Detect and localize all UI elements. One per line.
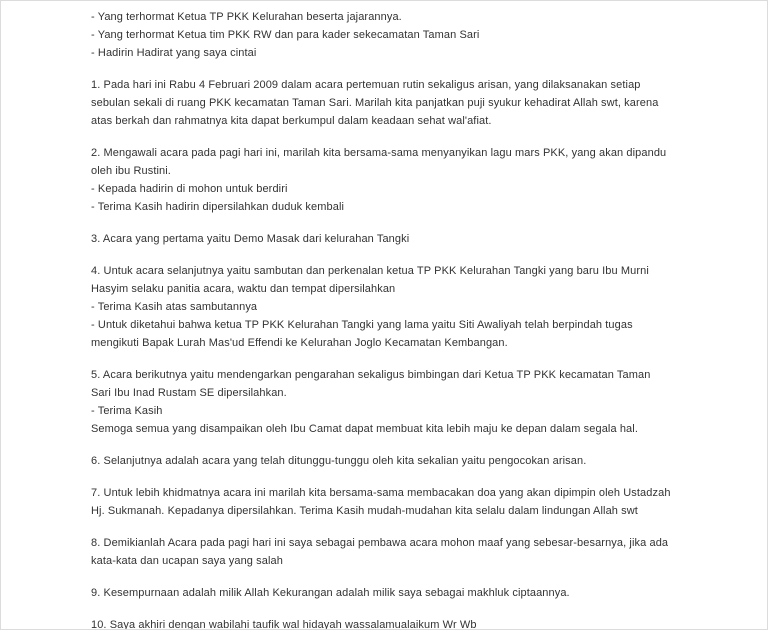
paragraph (91, 144, 693, 216)
text-line: 4. Untuk acara selanjutnya yaitu sambutan dan perkenalan ketua TP PKK Kelurahan Tangki yang baru Ibu Murni (91, 265, 649, 277)
document-body (91, 8, 693, 630)
text-line: - Kepada hadirin di mohon untuk berdiri (91, 183, 288, 195)
paragraph (91, 76, 693, 130)
text-line: - Terima Kasih (91, 405, 163, 417)
text-line: - Terima Kasih hadirin dipersilahkan duduk kembali (91, 201, 345, 213)
text-line: 10. Saya akhiri dengan wabilahi taufik wal hidayah wassalamualaikum Wr Wb (91, 619, 477, 630)
text-line: 3. Acara yang pertama yaitu Demo Masak dari kelurahan Tangki (91, 233, 410, 245)
text-line: Hj. Sukmanah. Kepadanya dipersilahkan. Terima Kasih mudah-mudahan kita selalu dalam lindungan Allah swt (91, 505, 638, 517)
text-line: - Yang terhormat Ketua tim PKK RW dan para kader sekecamatan Taman Sari (91, 29, 480, 41)
text-line: 6. Selanjutnya adalah acara yang telah ditunggu-tunggu oleh kita sekalian yaitu pengocokan arisan. (91, 455, 587, 467)
text-line: 1. Pada hari ini Rabu 4 Februari 2009 dalam acara pertemuan rutin sekaligus arisan, yang dilaksanakan setiap (91, 79, 641, 91)
paragraph (91, 366, 693, 438)
text-line: sebulan sekali di ruang PKK kecamatan Taman Sari. Marilah kita panjatkan puji syukur kehadirat Allah swt, karena (91, 97, 659, 109)
paragraph (91, 534, 693, 570)
text-line: Sari Ibu Inad Rustam SE dipersilahkan. (91, 387, 287, 399)
text-line: - Hadirin Hadirat yang saya cintai (91, 47, 257, 59)
paragraph (91, 262, 693, 352)
paragraph (91, 584, 693, 602)
text-line: Semoga semua yang disampaikan oleh Ibu Camat dapat membuat kita lebih maju ke depan dalam segala hal. (91, 423, 638, 435)
text-line: 9. Kesempurnaan adalah milik Allah Kekurangan adalah milik saya sebagai makhluk ciptaannya. (91, 587, 570, 599)
text-line: mengikuti Bapak Lurah Mas'ud Effendi ke Kelurahan Joglo Kecamatan Kembangan. (91, 337, 508, 349)
text-line: - Terima Kasih atas sambutannya (91, 301, 258, 313)
paragraph (91, 8, 693, 62)
text-line: 7. Untuk lebih khidmatnya acara ini marilah kita bersama-sama membacakan doa yang akan dipimpin oleh Ustadzah (91, 487, 671, 499)
paragraph (91, 452, 693, 470)
text-line: - Yang terhormat Ketua TP PKK Kelurahan beserta jajarannya. (91, 11, 402, 23)
paragraph (91, 616, 693, 630)
text-line: oleh ibu Rustini. (91, 165, 171, 177)
paragraph (91, 230, 693, 248)
paragraph (91, 484, 693, 520)
text-line: atas berkah dan rahmatnya kita dapat berkumpul dalam keadaan sehat wal'afiat. (91, 115, 492, 127)
text-line: kata-kata dan ucapan saya yang salah (91, 555, 283, 567)
text-line: Hasyim selaku panitia acara, waktu dan tempat dipersilahkan (91, 283, 396, 295)
text-line: 5. Acara berikutnya yaitu mendengarkan pengarahan sekaligus bimbingan dari Ketua TP PKK kecamatan Taman (91, 369, 651, 381)
text-line: 2. Mengawali acara pada pagi hari ini, marilah kita bersama-sama menyanyikan lagu mars PKK, yang akan dipandu (91, 147, 667, 159)
text-line: 8. Demikianlah Acara pada pagi hari ini saya sebagai pembawa acara mohon maaf yang sebesar-besarnya, jika ada (91, 537, 669, 549)
text-line: - Untuk diketahui bahwa ketua TP PKK Kelurahan Tangki yang lama yaitu Siti Awaliyah telah berpindah tugas (91, 319, 633, 331)
